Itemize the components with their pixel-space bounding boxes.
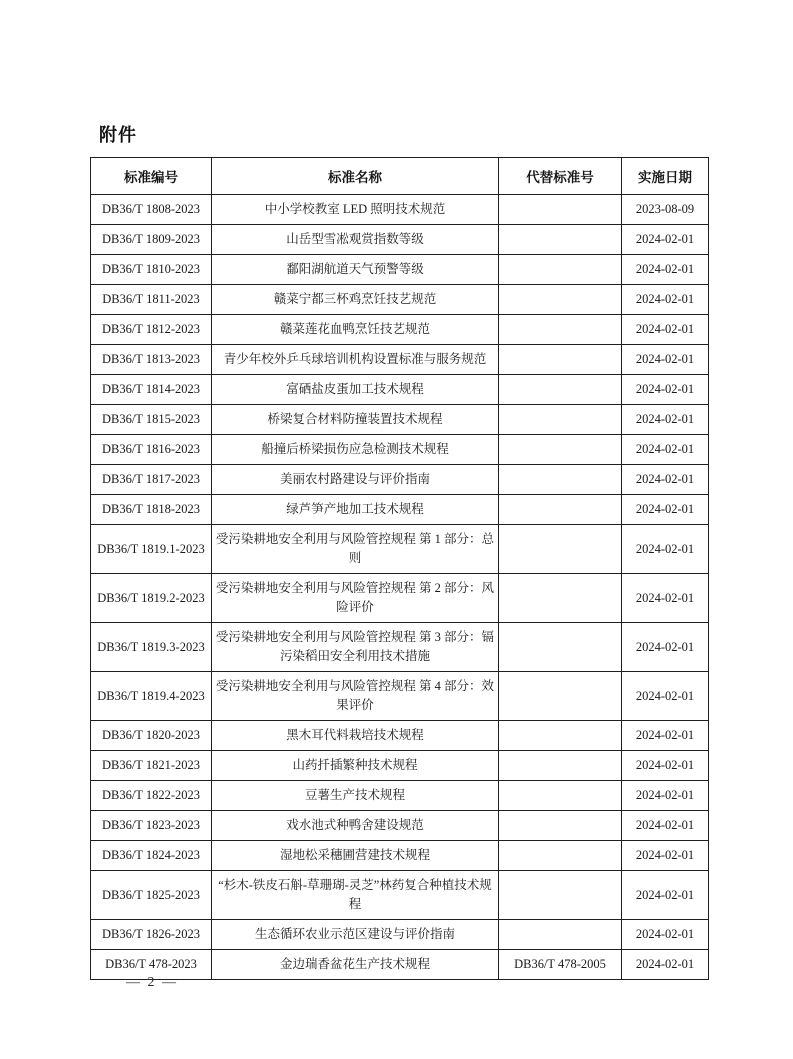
cell-date: 2024-02-01 (622, 525, 709, 574)
cell-replaces (499, 811, 622, 841)
cell-name: 山药扦插繁种技术规程 (212, 751, 499, 781)
cell-replaces: DB36/T 478-2005 (499, 950, 622, 980)
cell-code: DB36/T 1819.2-2023 (91, 574, 212, 623)
table-row (91, 525, 709, 574)
cell-replaces (499, 285, 622, 315)
cell-name: 受污染耕地安全利用与风险管控规程 第 3 部分：镉污染稻田安全利用技术措施 (212, 623, 499, 672)
cell-name: 山岳型雪凇观赏指数等级 (212, 225, 499, 255)
cell-code: DB36/T 1819.1-2023 (91, 525, 212, 574)
cell-name: 富硒盐皮蛋加工技术规程 (212, 375, 499, 405)
cell-name: 金边瑞香盆花生产技术规程 (212, 950, 499, 980)
cell-date: 2024-02-01 (622, 345, 709, 375)
cell-name: 受污染耕地安全利用与风险管控规程 第 2 部分：风险评价 (212, 574, 499, 623)
cell-name: 豆薯生产技术规程 (212, 781, 499, 811)
cell-code: DB36/T 1812-2023 (91, 315, 212, 345)
cell-date: 2024-02-01 (622, 405, 709, 435)
table-row (91, 574, 709, 623)
cell-code: DB36/T 1811-2023 (91, 285, 212, 315)
cell-date: 2024-02-01 (622, 435, 709, 465)
cell-replaces (499, 195, 622, 225)
cell-code: DB36/T 1809-2023 (91, 225, 212, 255)
cell-date: 2024-02-01 (622, 721, 709, 751)
cell-date: 2024-02-01 (622, 574, 709, 623)
table-row (91, 811, 709, 841)
cell-code: DB36/T 1822-2023 (91, 781, 212, 811)
cell-replaces (499, 495, 622, 525)
cell-replaces (499, 672, 622, 721)
cell-name: 受污染耕地安全利用与风险管控规程 第 4 部分：效果评价 (212, 672, 499, 721)
cell-code: DB36/T 1817-2023 (91, 465, 212, 495)
cell-name: 美丽农村路建设与评价指南 (212, 465, 499, 495)
table-row (91, 623, 709, 672)
table-row (91, 255, 709, 285)
cell-name: 生态循环农业示范区建设与评价指南 (212, 920, 499, 950)
table-row (91, 375, 709, 405)
cell-replaces (499, 841, 622, 871)
cell-code: DB36/T 1825-2023 (91, 871, 212, 920)
cell-date: 2024-02-01 (622, 465, 709, 495)
cell-date: 2024-02-01 (622, 920, 709, 950)
cell-name: 戏水池式种鸭舍建设规范 (212, 811, 499, 841)
table-row (91, 465, 709, 495)
column-header-code: 标准编号 (91, 158, 212, 195)
table-row (91, 495, 709, 525)
table-row (91, 195, 709, 225)
cell-replaces (499, 721, 622, 751)
cell-date: 2024-02-01 (622, 871, 709, 920)
table-row (91, 871, 709, 920)
table-row (91, 225, 709, 255)
cell-name: 绿芦笋产地加工技术规程 (212, 495, 499, 525)
table-row (91, 672, 709, 721)
cell-code: DB36/T 1813-2023 (91, 345, 212, 375)
cell-replaces (499, 375, 622, 405)
column-header-replaces: 代替标准号 (499, 158, 622, 195)
cell-code: DB36/T 1816-2023 (91, 435, 212, 465)
cell-code: DB36/T 1824-2023 (91, 841, 212, 871)
page-number: — 2 — (126, 975, 178, 990)
cell-code: DB36/T 1823-2023 (91, 811, 212, 841)
cell-replaces (499, 525, 622, 574)
table-row (91, 315, 709, 345)
table-row (91, 721, 709, 751)
cell-name: 赣菜宁都三杯鸡烹饪技艺规范 (212, 285, 499, 315)
table-row (91, 950, 709, 980)
cell-replaces (499, 574, 622, 623)
table-row (91, 405, 709, 435)
table-header (91, 158, 709, 195)
cell-date: 2024-02-01 (622, 255, 709, 285)
cell-code: DB36/T 1819.3-2023 (91, 623, 212, 672)
cell-code: DB36/T 1818-2023 (91, 495, 212, 525)
cell-name: 中小学校教室 LED 照明技术规范 (212, 195, 499, 225)
cell-date: 2024-02-01 (622, 781, 709, 811)
cell-replaces (499, 435, 622, 465)
cell-replaces (499, 465, 622, 495)
table-row (91, 920, 709, 950)
cell-name: 受污染耕地安全利用与风险管控规程 第 1 部分：总则 (212, 525, 499, 574)
cell-date: 2024-02-01 (622, 315, 709, 345)
cell-date: 2024-02-01 (622, 672, 709, 721)
cell-date: 2024-02-01 (622, 495, 709, 525)
cell-replaces (499, 315, 622, 345)
table-body (91, 195, 709, 980)
cell-date: 2024-02-01 (622, 285, 709, 315)
column-header-date: 实施日期 (622, 158, 709, 195)
table-row (91, 345, 709, 375)
table-header-row (91, 158, 709, 195)
cell-date: 2024-02-01 (622, 811, 709, 841)
cell-replaces (499, 751, 622, 781)
cell-code: DB36/T 1819.4-2023 (91, 672, 212, 721)
table-row (91, 285, 709, 315)
cell-date: 2024-02-01 (622, 950, 709, 980)
cell-replaces (499, 871, 622, 920)
standards-table (90, 157, 709, 980)
cell-replaces (499, 255, 622, 285)
table-row (91, 781, 709, 811)
cell-code: DB36/T 478-2023 (91, 950, 212, 980)
cell-date: 2024-02-01 (622, 841, 709, 871)
cell-date: 2023-08-09 (622, 195, 709, 225)
cell-date: 2024-02-01 (622, 751, 709, 781)
cell-name: 鄱阳湖航道天气预警等级 (212, 255, 499, 285)
cell-date: 2024-02-01 (622, 225, 709, 255)
cell-name: 青少年校外乒乓球培训机构设置标准与服务规范 (212, 345, 499, 375)
cell-code: DB36/T 1820-2023 (91, 721, 212, 751)
cell-code: DB36/T 1821-2023 (91, 751, 212, 781)
cell-name: 桥梁复合材料防撞装置技术规程 (212, 405, 499, 435)
table-row (91, 435, 709, 465)
cell-code: DB36/T 1810-2023 (91, 255, 212, 285)
cell-code: DB36/T 1815-2023 (91, 405, 212, 435)
cell-code: DB36/T 1814-2023 (91, 375, 212, 405)
table-row (91, 841, 709, 871)
cell-name: “杉木-铁皮石斛-草珊瑚-灵芝”林药复合种植技术规程 (212, 871, 499, 920)
cell-replaces (499, 623, 622, 672)
cell-name: 湿地松采穗圃营建技术规程 (212, 841, 499, 871)
cell-code: DB36/T 1826-2023 (91, 920, 212, 950)
cell-replaces (499, 781, 622, 811)
cell-code: DB36/T 1808-2023 (91, 195, 212, 225)
cell-replaces (499, 405, 622, 435)
table-row (91, 751, 709, 781)
attachment-label: 附件 (99, 125, 137, 145)
cell-replaces (499, 920, 622, 950)
cell-name: 黑木耳代料栽培技术规程 (212, 721, 499, 751)
cell-name: 船撞后桥梁损伤应急检测技术规程 (212, 435, 499, 465)
cell-date: 2024-02-01 (622, 375, 709, 405)
cell-date: 2024-02-01 (622, 623, 709, 672)
cell-replaces (499, 345, 622, 375)
cell-replaces (499, 225, 622, 255)
cell-name: 赣菜莲花血鸭烹饪技艺规范 (212, 315, 499, 345)
column-header-name: 标准名称 (212, 158, 499, 195)
